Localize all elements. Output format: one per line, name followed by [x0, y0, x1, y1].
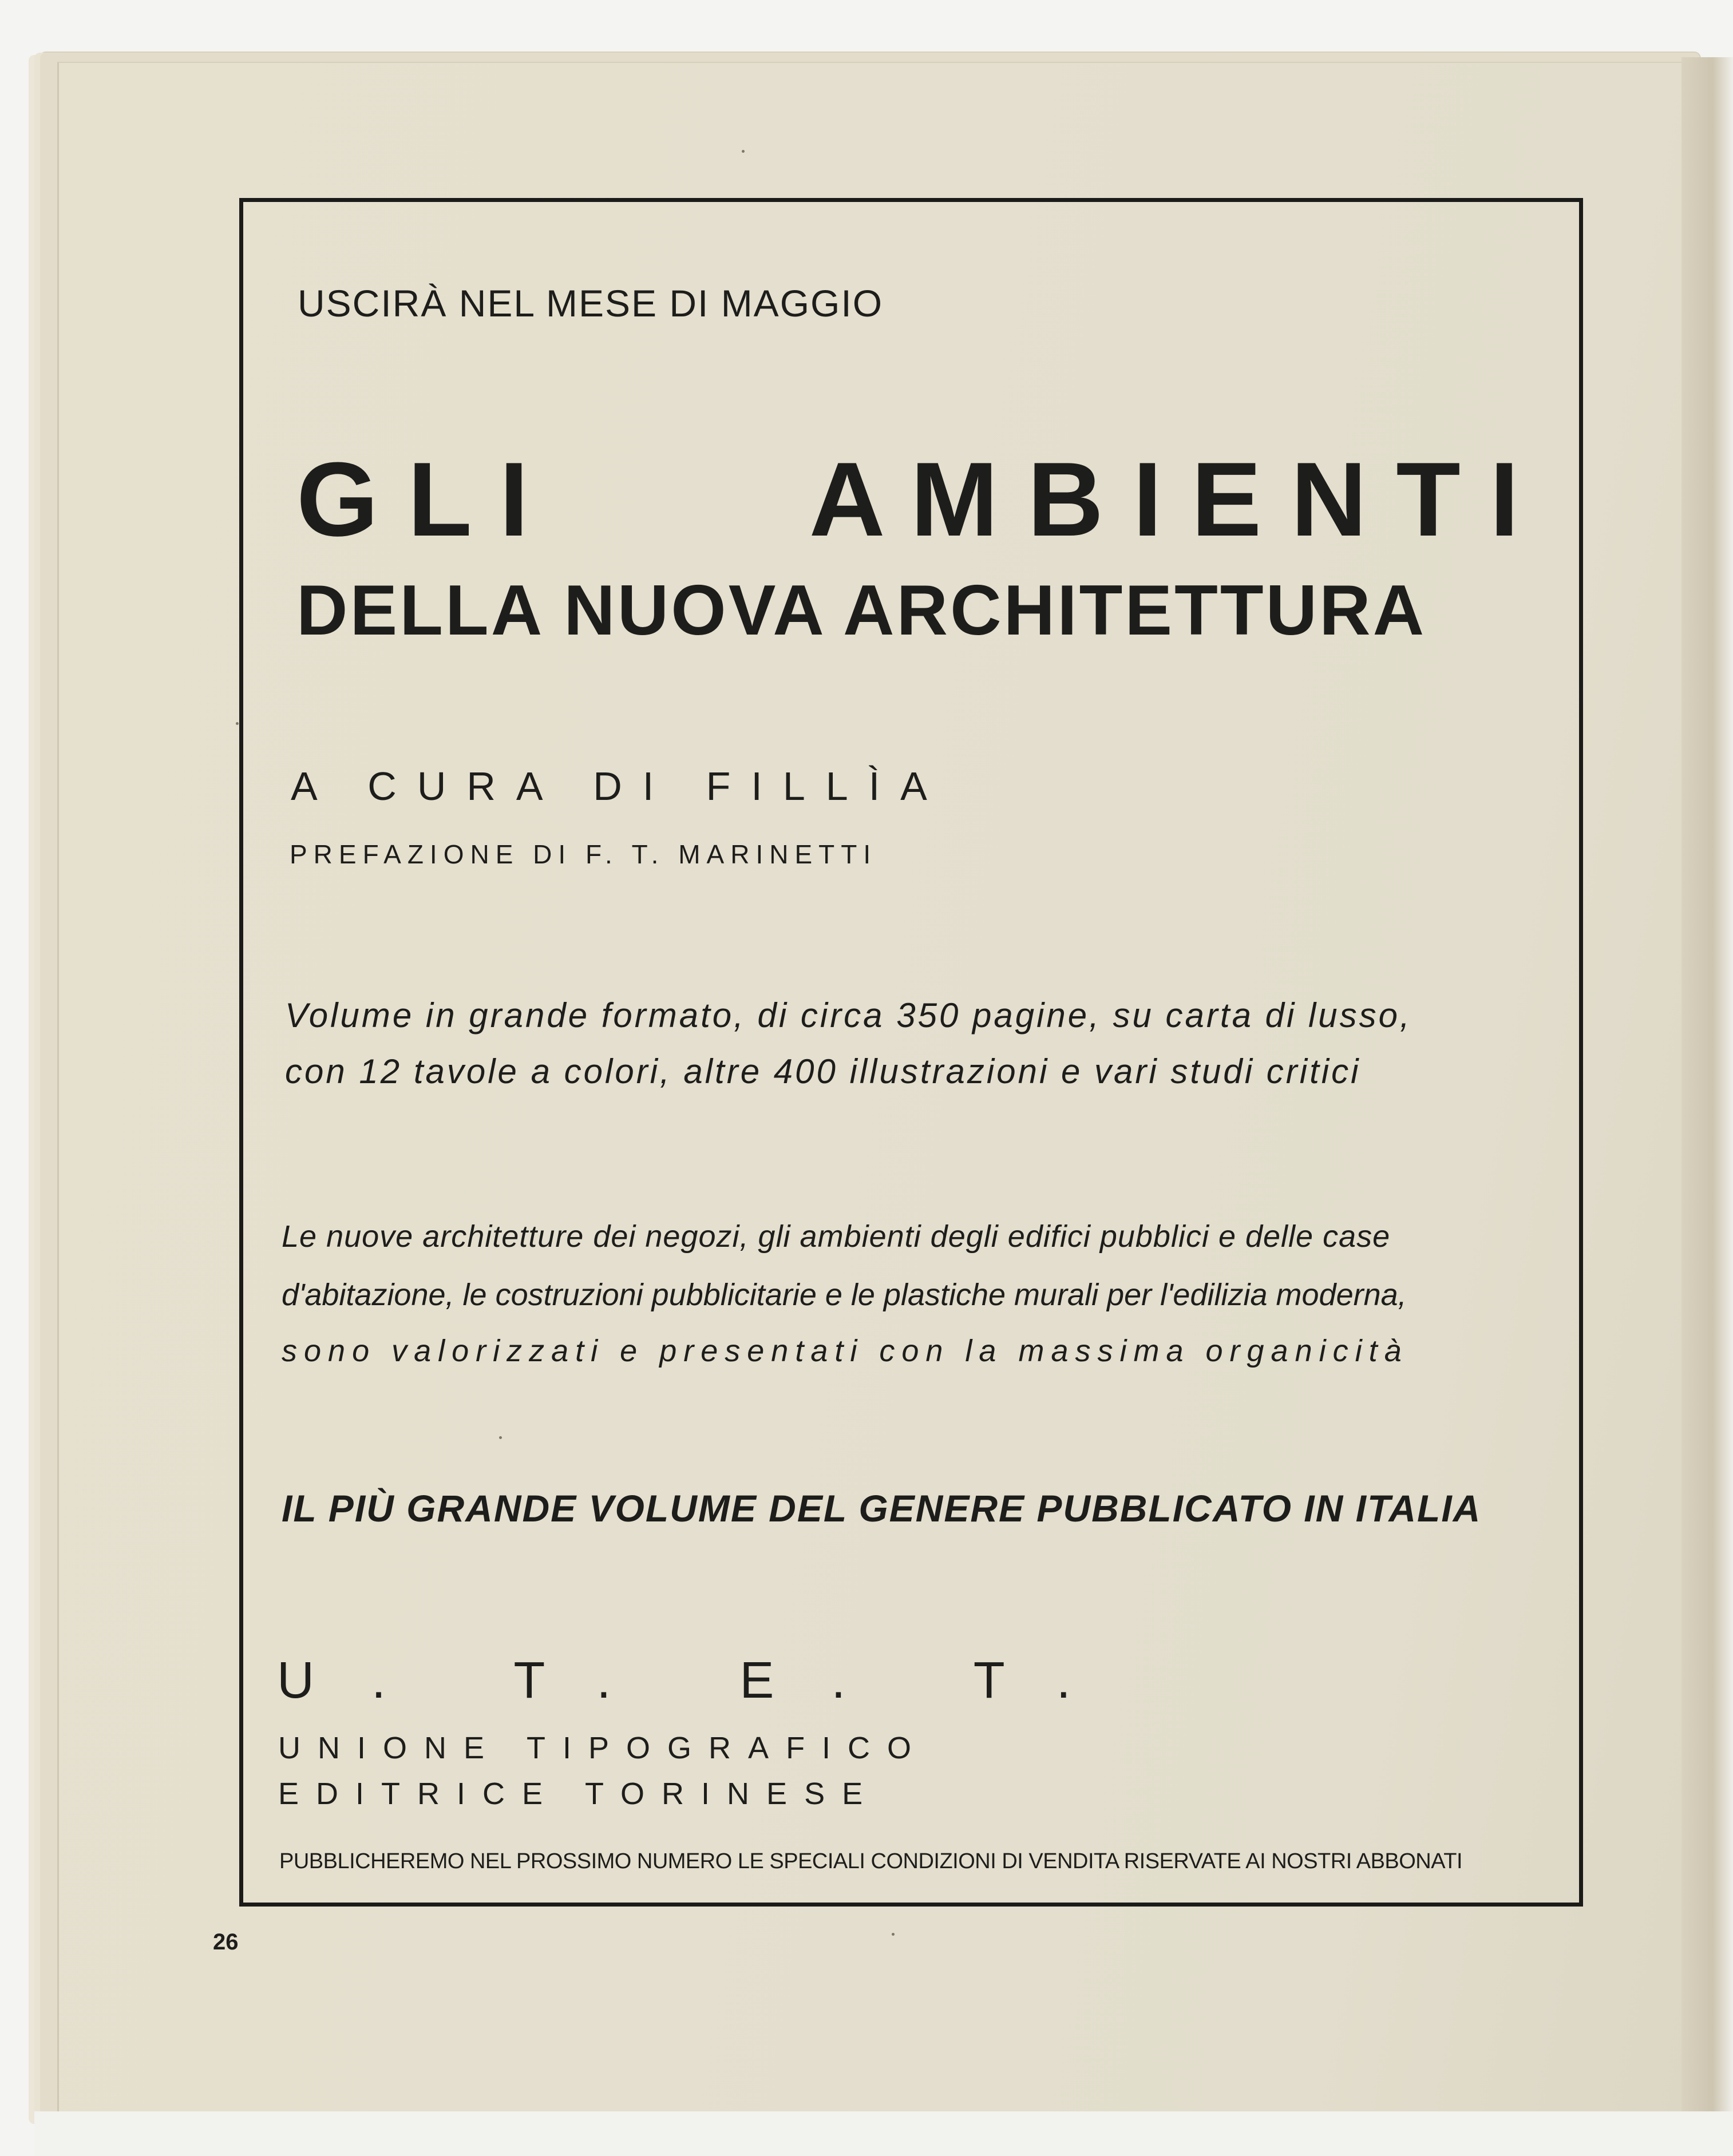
title-word-gli: G L I	[296, 440, 529, 558]
editor-credit: A CURA DI FILLÌA	[291, 764, 948, 808]
release-note: USCIRÀ NEL MESE DI MAGGIO	[298, 282, 884, 324]
volume-description-line: Volume in grande formato, di circa 350 pagine, su carta di lusso,	[285, 996, 1412, 1035]
volume-description-line: con 12 tavole a colori, altre 400 illustrazioni e vari studi critici	[285, 1052, 1361, 1091]
paper-speck	[499, 1436, 502, 1439]
publisher-name-line: UNIONE TIPOGRAFICO	[278, 1731, 929, 1765]
title-line-1	[296, 440, 1519, 558]
content-description-line: Le nuove architetture dei negozi, gli ambienti degli edifici pubblici e delle case	[282, 1219, 1391, 1254]
binding-edge	[1681, 57, 1733, 2117]
paper-speck	[742, 150, 745, 153]
paper-speck	[236, 722, 239, 725]
publisher-acronym: U. T. E. T.	[277, 1652, 1128, 1709]
title-line-2: DELLA NUOVA ARCHITETTURA	[296, 571, 1427, 650]
paper-speck	[892, 1933, 895, 1936]
scan-bottom-margin	[34, 2111, 1733, 2156]
slogan: IL PIÙ GRANDE VOLUME DEL GENERE PUBBLICATO IN ITALIA	[282, 1487, 1482, 1529]
title-gap	[643, 446, 695, 552]
page-number: 26	[213, 1929, 239, 1955]
publisher-name-line: EDITRICE TORINESE	[278, 1777, 880, 1811]
title-word-ambienti: A M B I E N T I	[809, 440, 1519, 558]
content-description-line: d'abitazione, le costruzioni pubblicitarie e le plastiche murali per l'edilizia moderna,	[282, 1278, 1407, 1312]
content-description-line: sono valorizzati e presentati con la massima organicità	[282, 1334, 1408, 1368]
preface-credit: PREFAZIONE DI F. T. MARINETTI	[290, 839, 877, 869]
subscriber-notice: PUBBLICHEREMO NEL PROSSIMO NUMERO LE SPECIALI CONDIZIONI DI VENDITA RISERVATE AI NOSTRI ABBONATI	[279, 1849, 1463, 1873]
